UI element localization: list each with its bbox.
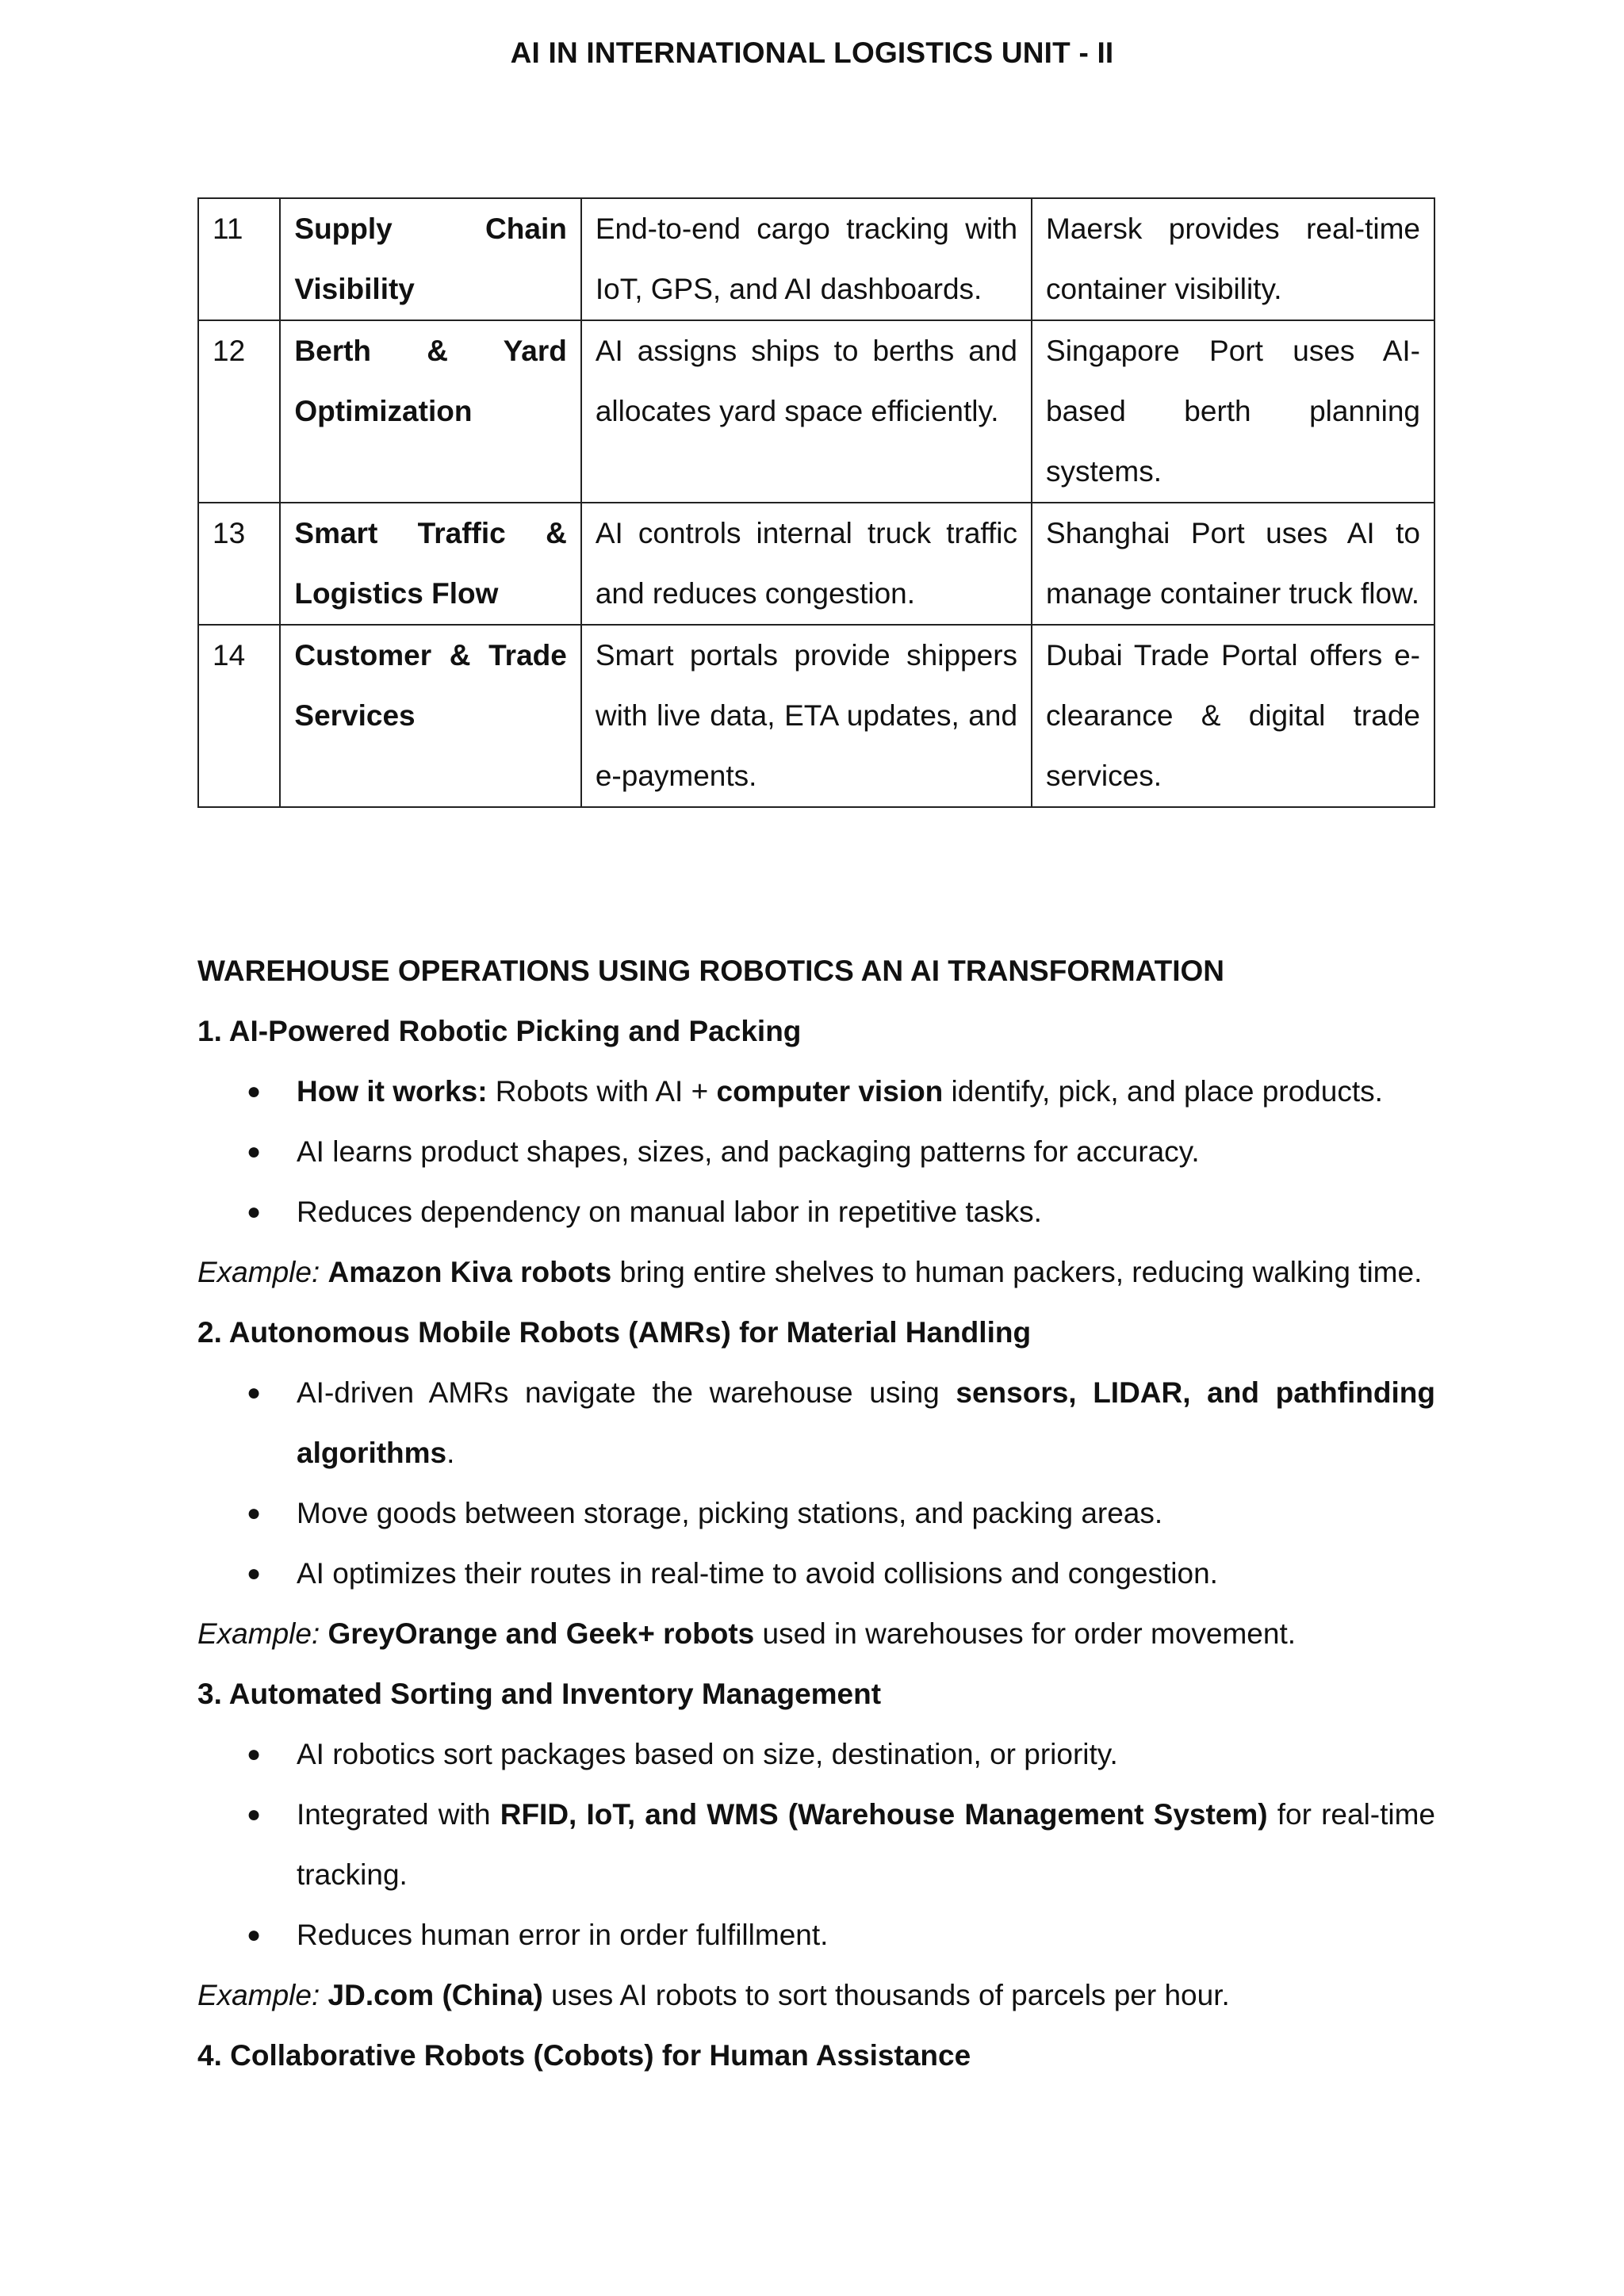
table-row	[198, 503, 1434, 625]
list-item	[197, 1724, 1435, 1785]
bullet-icon: ●	[247, 1138, 262, 1165]
text: .	[446, 1437, 455, 1469]
example-line	[197, 1604, 1435, 1664]
row-example: Shanghai Port uses AI to manage container truck flow.	[1032, 503, 1434, 625]
bullet-list	[197, 1724, 1435, 1965]
text: identify, pick, and place products.	[943, 1075, 1383, 1108]
bullet-list	[197, 1363, 1435, 1604]
bullet-list	[197, 1062, 1435, 1242]
row-example: Dubai Trade Portal offers e-clearance & digital trade services.	[1032, 625, 1434, 807]
row-feature: Customer & Trade Services	[280, 625, 580, 807]
table-row	[198, 320, 1434, 503]
bullet-icon: ●	[247, 1380, 262, 1406]
row-description: Smart portals provide shippers with live data, ETA updates, and e-payments.	[581, 625, 1032, 807]
row-number: 14	[198, 625, 280, 807]
subsection-heading: 1. AI-Powered Robotic Picking and Packing	[197, 1015, 802, 1047]
text: AI robotics sort packages based on size, destination, or priority.	[297, 1738, 1118, 1770]
text: AI-driven AMRs navigate the warehouse using	[297, 1376, 956, 1409]
bold-text: sensors, LIDAR, and pathfinding algorithms	[297, 1376, 1435, 1469]
list-item	[197, 1062, 1435, 1122]
list-item	[197, 1182, 1435, 1242]
row-example: Singapore Port uses AI-based berth planning systems.	[1032, 320, 1434, 503]
bullet-icon: ●	[247, 1922, 262, 1948]
section-title: WAREHOUSE OPERATIONS USING ROBOTICS AN AI TRANSFORMATION	[197, 955, 1225, 987]
text: Robots with AI +	[487, 1075, 717, 1108]
list-item	[197, 1483, 1435, 1544]
row-number: 11	[198, 198, 280, 320]
bullet-icon: ●	[247, 1500, 262, 1526]
subsection-heading: 3. Automated Sorting and Inventory Management	[197, 1678, 882, 1710]
document-body	[197, 941, 1435, 2086]
example-label: Example:	[197, 1979, 320, 2011]
example-line	[197, 1965, 1435, 2026]
row-description: AI controls internal truck traffic and reduces congestion.	[581, 503, 1032, 625]
text: Move goods between storage, picking stations, and packing areas.	[297, 1497, 1163, 1529]
text: for real-time tracking.	[297, 1798, 1436, 1891]
bold-text: How it works:	[297, 1075, 488, 1108]
text: AI learns product shapes, sizes, and packaging patterns for accuracy.	[297, 1135, 1200, 1168]
row-feature: Berth & Yard Optimization	[280, 320, 580, 503]
bullet-icon: ●	[247, 1199, 262, 1225]
example-line	[197, 1242, 1435, 1303]
bullet-icon: ●	[247, 1741, 262, 1767]
text: AI optimizes their routes in real-time to avoid collisions and congestion.	[297, 1557, 1218, 1590]
applications-table	[197, 197, 1435, 808]
page-header: AI IN INTERNATIONAL LOGISTICS UNIT - II	[510, 36, 1114, 69]
text: bring entire shelves to human packers, reducing walking time.	[611, 1256, 1423, 1288]
bullet-icon: ●	[247, 1801, 262, 1827]
text: Reduces dependency on manual labor in repetitive tasks.	[297, 1196, 1042, 1228]
subsection-heading: 2. Autonomous Mobile Robots (AMRs) for Material Handling	[197, 1316, 1032, 1349]
row-number: 13	[198, 503, 280, 625]
row-example: Maersk provides real-time container visibility.	[1032, 198, 1434, 320]
list-item	[197, 1785, 1435, 1905]
bold-text: GreyOrange and Geek+ robots	[327, 1617, 755, 1650]
row-number: 12	[198, 320, 280, 503]
list-item	[197, 1363, 1435, 1483]
text: uses AI robots to sort thousands of parcels per hour.	[542, 1979, 1230, 2011]
bold-text: computer vision	[716, 1075, 944, 1108]
text: Reduces human error in order fulfillment.	[297, 1919, 829, 1951]
table-row	[198, 625, 1434, 807]
row-description: End-to-end cargo tracking with IoT, GPS, and AI dashboards.	[581, 198, 1032, 320]
bold-text: JD.com (China)	[327, 1979, 543, 2011]
row-feature: Smart Traffic & Logistics Flow	[280, 503, 580, 625]
bold-text: Amazon Kiva robots	[327, 1256, 612, 1288]
row-feature: Supply Chain Visibility	[280, 198, 580, 320]
text: used in warehouses for order movement.	[754, 1617, 1297, 1650]
bold-text: RFID, IoT, and WMS (Warehouse Management System)	[500, 1798, 1268, 1831]
subsection-heading: 4. Collaborative Robots (Cobots) for Human Assistance	[197, 2039, 971, 2072]
list-item	[197, 1544, 1435, 1604]
example-label: Example:	[197, 1256, 320, 1288]
bullet-icon: ●	[247, 1560, 262, 1586]
list-item	[197, 1905, 1435, 1965]
bullet-icon: ●	[247, 1078, 262, 1104]
example-label: Example:	[197, 1617, 320, 1650]
table-row	[198, 198, 1434, 320]
text: Integrated with	[297, 1798, 500, 1831]
list-item	[197, 1122, 1435, 1182]
row-description: AI assigns ships to berths and allocates yard space efficiently.	[581, 320, 1032, 503]
